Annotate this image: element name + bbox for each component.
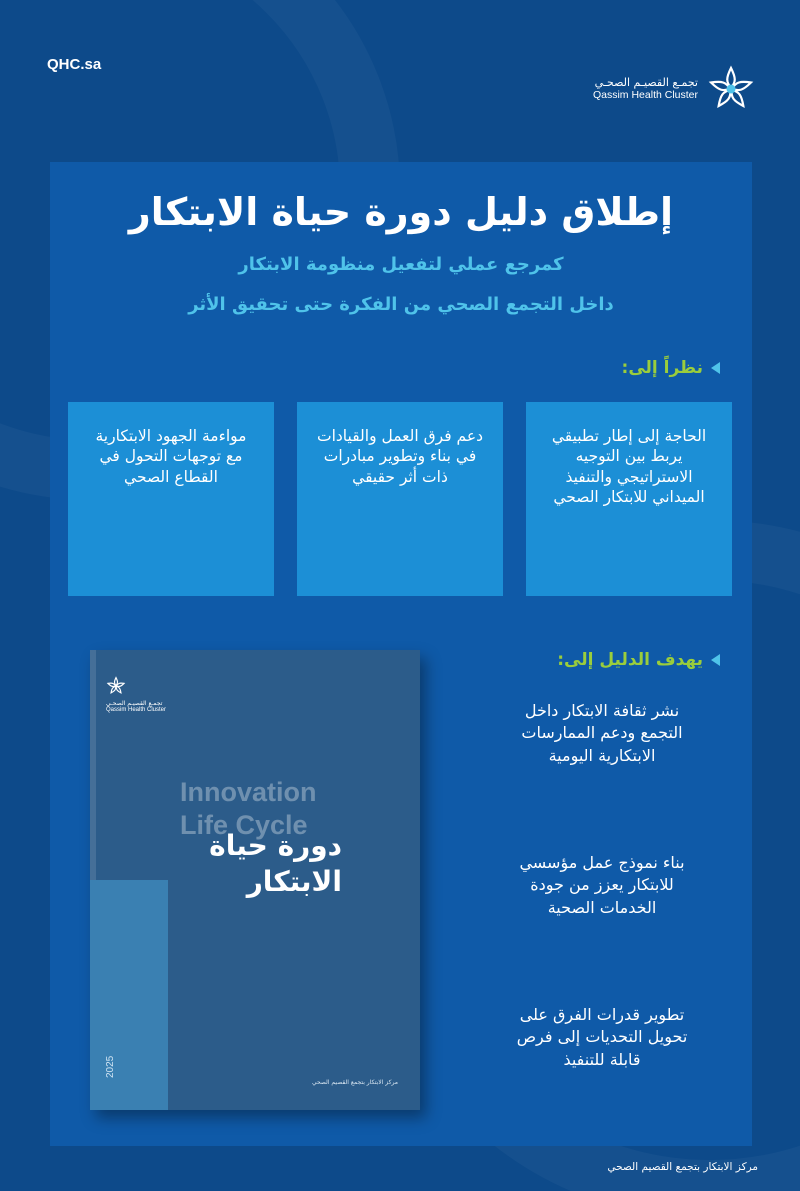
reasons-section-title	[622, 358, 720, 378]
footer-note: مركز الابتكار بتجمع القصيم الصحي	[607, 1161, 758, 1173]
bullet-triangle-icon	[711, 362, 720, 374]
book-title-en-line-1: Innovation	[180, 777, 317, 807]
goals-section-title	[557, 650, 720, 670]
subtitle-line-2: داخل التجمع الصحي من الفكرة حتى تحقيق الأثر	[188, 294, 614, 315]
book-title-en-line-2: Life Cycle	[180, 809, 308, 840]
book-year: 2025	[105, 1055, 116, 1078]
reason-card-1: الحاجة إلى إطار تطبيقي يربط بين التوجيه الاستراتيجي والتنفيذ الميداني للابتكار الصحي	[526, 402, 732, 596]
main-panel	[50, 162, 752, 1146]
brand-name-ar: تجمـع القصيـم الصحـي	[594, 75, 698, 89]
guide-book-cover	[90, 650, 420, 1110]
star-flower-logo-icon	[706, 64, 756, 114]
book-logo-ar: تجمـع القصيـم الصحـي	[106, 700, 163, 707]
goal-item-3: تطوير قدرات الفرق على تحويل التحديات إلى فرص قابلة للتنفيذ	[516, 1005, 688, 1069]
book-title-ar-line-2: الابتكار	[246, 864, 342, 898]
star-flower-logo-icon	[106, 676, 126, 696]
bullet-triangle-icon	[711, 654, 720, 666]
subtitle-line-1: كمرجع عملي لتفعيل منظومة الابتكار	[238, 254, 564, 275]
site-url: QHC.sa	[47, 56, 102, 73]
goal-item-2: بناء نموذج عمل مؤسسي للابتكار يعزز من جودة الخدمات الصحية	[519, 853, 685, 917]
book-title-ar	[209, 828, 342, 900]
book-logo	[106, 676, 166, 713]
goal-item-1: نشر ثقافة الابتكار داخل التجمع ودعم الممارسات الابتكارية اليومية	[521, 701, 683, 765]
reason-card-2: دعم فرق العمل والقيادات في بناء وتطوير مبادرات ذات أثر حقيقي	[297, 402, 503, 596]
goals-heading: يهدف الدليل إلى:	[557, 650, 703, 670]
book-logo-en: Qassim Health Cluster	[106, 707, 167, 713]
page-title: إطلاق دليل دورة حياة الابتكار	[128, 190, 674, 234]
reasons-heading: نظراً إلى:	[621, 358, 703, 378]
reason-card-3: مواءمة الجهود الابتكارية مع توجهات التحول في القطاع الصحي	[68, 402, 274, 596]
brand-name-en: Qassim Health Cluster	[592, 89, 698, 102]
book-footer: مركز الابتكار بتجمع القصيم الصحي	[311, 1079, 398, 1086]
book-accent-block	[90, 880, 168, 1110]
brand-logo	[593, 64, 756, 114]
book-title-ar-line-1: دورة حياة	[209, 829, 342, 862]
